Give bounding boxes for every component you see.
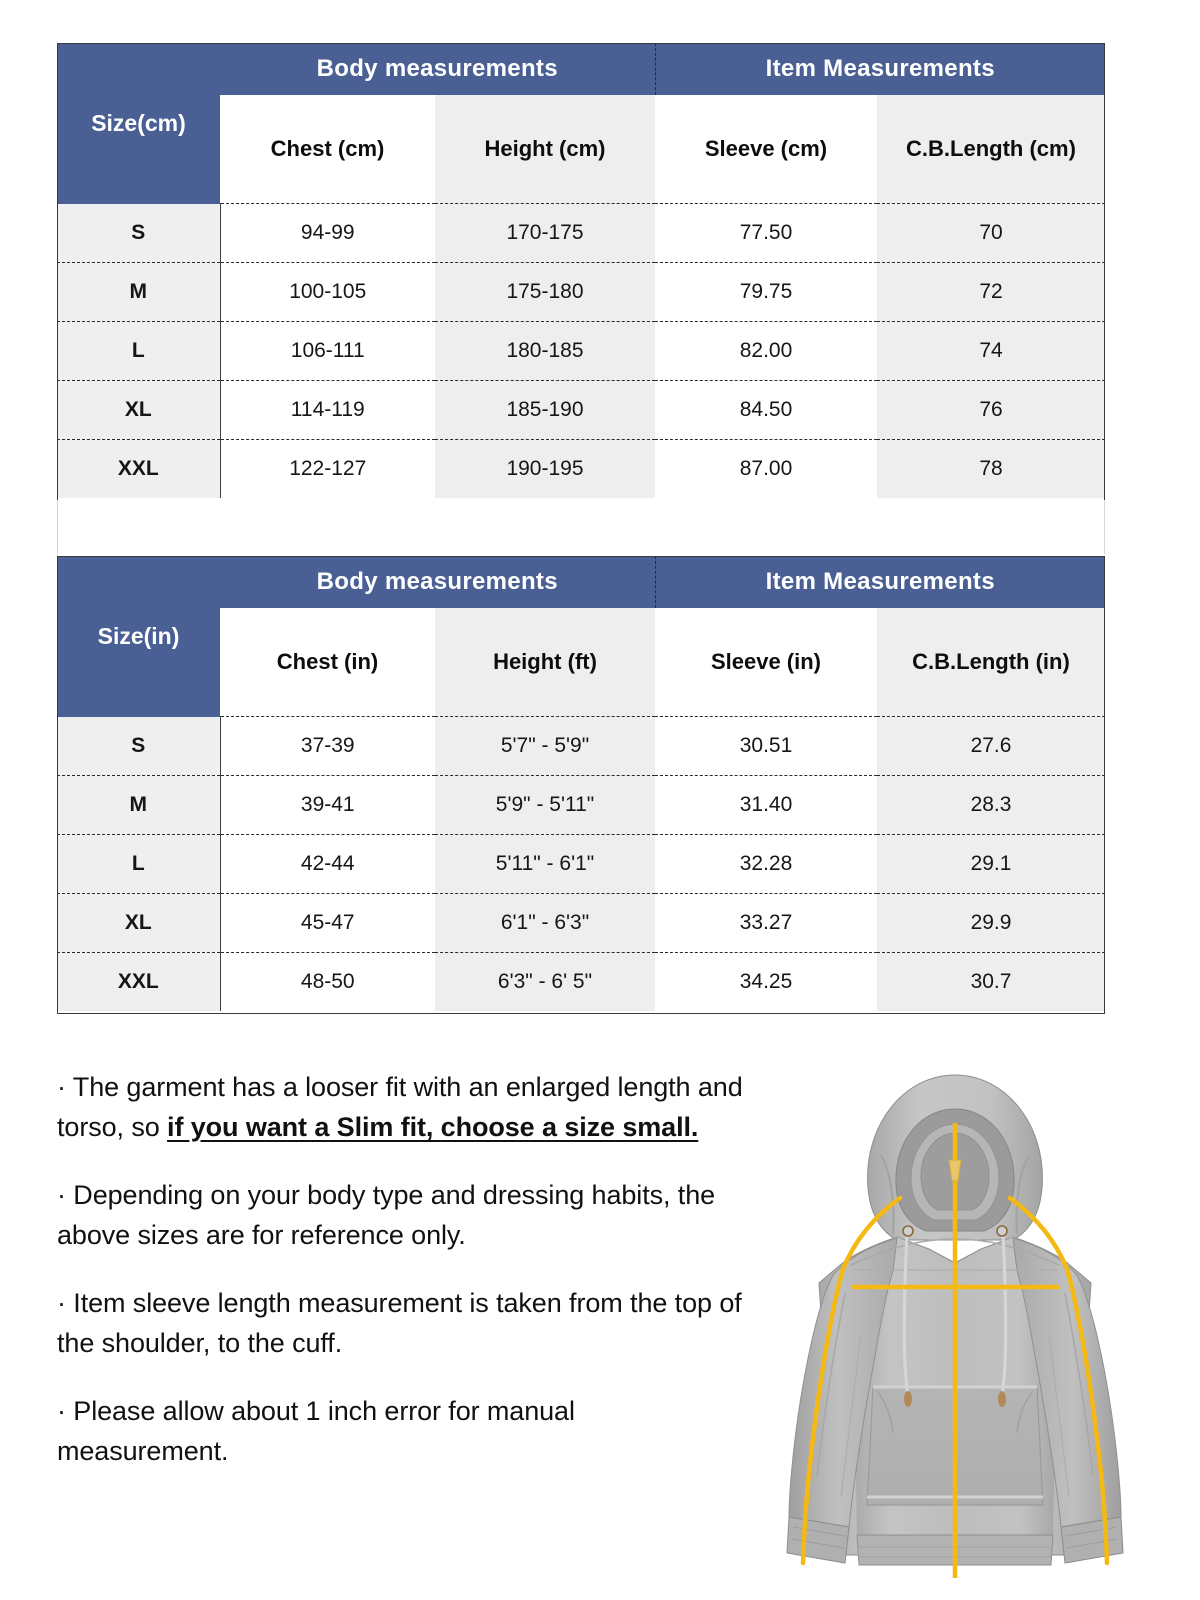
table-row [57, 776, 1105, 835]
table-group-header-row [57, 43, 1105, 95]
cell-chest: 94-99 [220, 204, 435, 263]
cell-cb-length: 70 [877, 204, 1105, 263]
cell-size: S [57, 204, 220, 263]
cell-chest: 114-119 [220, 381, 435, 440]
cell-sleeve: 84.50 [655, 381, 877, 440]
cell-size: L [57, 322, 220, 381]
size-table-in [57, 556, 1105, 1011]
cell-size: M [57, 776, 220, 835]
cell-height: 180-185 [435, 322, 655, 381]
cell-sleeve: 32.28 [655, 835, 877, 894]
note-text-plain: · Please allow about 1 inch error for manual measurement. [57, 1396, 575, 1466]
cell-chest: 39-41 [220, 776, 435, 835]
cell-cb-length: 27.6 [877, 717, 1105, 776]
cell-cb-length: 74 [877, 322, 1105, 381]
table-row [57, 717, 1105, 776]
cell-chest: 122-127 [220, 440, 435, 499]
cell-chest: 106-111 [220, 322, 435, 381]
size-column-header: Size(in) [57, 556, 220, 717]
table-row [57, 835, 1105, 894]
cell-chest: 45-47 [220, 894, 435, 953]
cell-size: L [57, 835, 220, 894]
group-header-item-measurements: Item Measurements [655, 43, 1105, 95]
cell-height: 5'11" - 6'1" [435, 835, 655, 894]
note-reference [57, 1175, 747, 1255]
table-row [57, 440, 1105, 499]
note-sleeve [57, 1283, 747, 1363]
cell-cb-length: 28.3 [877, 776, 1105, 835]
cell-height: 5'9" - 5'11" [435, 776, 655, 835]
column-header-chest: Chest (in) [220, 608, 435, 717]
table-row [57, 204, 1105, 263]
cell-size: S [57, 717, 220, 776]
table-separator-band [57, 500, 1105, 554]
cell-height: 185-190 [435, 381, 655, 440]
cell-height: 6'1" - 6'3" [435, 894, 655, 953]
table-row [57, 381, 1105, 440]
cell-chest: 37-39 [220, 717, 435, 776]
cell-sleeve: 34.25 [655, 953, 877, 1012]
cell-chest: 48-50 [220, 953, 435, 1012]
hoodie-illustration [745, 1035, 1165, 1600]
cell-height: 170-175 [435, 204, 655, 263]
cell-height: 190-195 [435, 440, 655, 499]
cell-sleeve: 82.00 [655, 322, 877, 381]
note-fit [57, 1067, 747, 1147]
cell-chest: 42-44 [220, 835, 435, 894]
cell-height: 5'7" - 5'9" [435, 717, 655, 776]
group-header-body-measurements: Body measurements [220, 43, 655, 95]
cell-size: XL [57, 381, 220, 440]
group-header-body-measurements: Body measurements [220, 556, 655, 608]
column-header-height: Height (cm) [435, 95, 655, 204]
cell-cb-length: 30.7 [877, 953, 1105, 1012]
cell-cb-length: 29.1 [877, 835, 1105, 894]
note-text-plain: · The garment has a looser fit with an enlarged length and torso, so [57, 1072, 743, 1142]
cell-sleeve: 33.27 [655, 894, 877, 953]
cell-sleeve: 79.75 [655, 263, 877, 322]
cell-sleeve: 31.40 [655, 776, 877, 835]
table-row [57, 953, 1105, 1012]
table-group-header-row [57, 556, 1105, 608]
column-header-cb-length: C.B.Length (cm) [877, 95, 1105, 204]
notes-list [57, 1040, 747, 1499]
cell-size: XXL [57, 953, 220, 1012]
cell-cb-length: 78 [877, 440, 1105, 499]
note-text-plain: · Depending on your body type and dressing habits, the above sizes are for reference only. [57, 1180, 716, 1250]
size-column-header: Size(cm) [57, 43, 220, 204]
cell-chest: 100-105 [220, 263, 435, 322]
cell-size: XXL [57, 440, 220, 499]
group-header-item-measurements: Item Measurements [655, 556, 1105, 608]
cell-sleeve: 87.00 [655, 440, 877, 499]
column-header-cb-length: C.B.Length (in) [877, 608, 1105, 717]
cell-cb-length: 72 [877, 263, 1105, 322]
cell-sleeve: 77.50 [655, 204, 877, 263]
column-header-chest: Chest (cm) [220, 95, 435, 204]
note-tolerance [57, 1391, 747, 1471]
table-row [57, 894, 1105, 953]
note-text-plain: · Item sleeve length measurement is taken from the top of the shoulder, to the cuff. [57, 1288, 742, 1358]
cell-height: 175-180 [435, 263, 655, 322]
table-row [57, 322, 1105, 381]
size-table-cm [57, 43, 1105, 498]
column-header-sleeve: Sleeve (cm) [655, 95, 877, 204]
cell-size: XL [57, 894, 220, 953]
table-row [57, 263, 1105, 322]
column-header-height: Height (ft) [435, 608, 655, 717]
cell-cb-length: 29.9 [877, 894, 1105, 953]
cell-cb-length: 76 [877, 381, 1105, 440]
cell-sleeve: 30.51 [655, 717, 877, 776]
column-header-sleeve: Sleeve (in) [655, 608, 877, 717]
note-text-emphasis: if you want a Slim fit, choose a size small. [167, 1112, 699, 1142]
cell-height: 6'3" - 6' 5" [435, 953, 655, 1012]
cell-size: M [57, 263, 220, 322]
